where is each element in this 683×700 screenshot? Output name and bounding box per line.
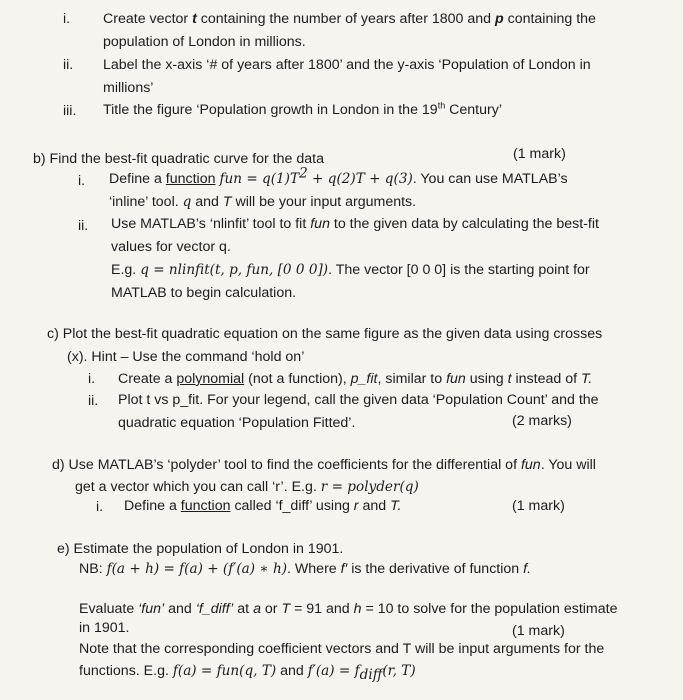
text-line: MATLAB to begin calculation. — [111, 285, 297, 301]
text-line: quadratic equation ‘Population Fitted’. — [118, 415, 356, 431]
item-number: i. — [88, 371, 96, 387]
section-heading: e) Estimate the population of London in 1901. — [57, 541, 344, 557]
text-line: NB: f(a + h) = f(a) + (f′(a) ∗ h). Where f′ is the derivative of function f. — [79, 561, 532, 577]
marks-label: (2 marks) — [512, 413, 572, 429]
text-line: millions’ — [103, 80, 154, 96]
text-line: values for vector q. — [111, 239, 231, 255]
item-number: ii. — [78, 218, 89, 234]
text-line: Create vector t containing the number of years after 1800 and p containing the — [103, 11, 596, 27]
section-heading: c) Plot the best-fit quadratic equation on the same figure as the given data using crosses — [47, 326, 603, 342]
marks-label: (1 mark) — [512, 498, 565, 514]
text-line: Create a polynomial (not a function), p_fit, similar to fun using t instead of T. — [118, 371, 593, 387]
item-number: i. — [63, 11, 71, 27]
text-line: (x). Hint – Use the command ‘hold on’ — [67, 349, 305, 365]
text-line: Note that the corresponding coefficient vectors and T will be input arguments for the — [79, 641, 605, 657]
item-number: i. — [96, 499, 104, 515]
text-line: Evaluate ‘fun’ and ‘f_diff’ at a or T = 91 and h = 10 to solve for the population estimate — [79, 601, 618, 617]
text-line: in 1901. — [79, 620, 130, 636]
text-line: Title the figure ‘Population growth in London in the 19th Century’ — [103, 100, 502, 118]
text-line: ‘inline’ tool. q and T will be your input arguments. — [109, 194, 417, 210]
text-line: Plot t vs p_fit. For your legend, call the given data ‘Population Count’ and the — [118, 392, 599, 408]
text-line: Define a function fun = $q(1)T^2 + q(2)T + q(3)$. You can use MATLAB’s — [109, 165, 568, 187]
text-line: Define a function called ‘f_diff’ using r and T. — [124, 498, 402, 514]
marks-label: (1 mark) — [513, 146, 566, 162]
item-number: i. — [78, 173, 86, 189]
marks-label: (1 mark) — [512, 623, 565, 639]
section-heading: d) Use MATLAB’s ‘polyder’ tool to find the coefficients for the differential of fun. You will — [52, 457, 596, 473]
section-heading: b) Find the best-fit quadratic curve for the data — [33, 151, 324, 167]
text-line: Use MATLAB’s ‘nlinfit’ tool to fit fun to the given data by calculating the best-fit — [111, 216, 599, 232]
item-number: ii. — [63, 57, 74, 73]
text-line: Label the x-axis ‘# of years after 1800’ and the y-axis ‘Population of London in — [103, 57, 591, 73]
text-line: get a vector which you can call ‘r’. E.g. r = polyder(q) — [75, 479, 419, 495]
text-line: functions. E.g. f(a) = fun(q, T) and $f'(a) = f_{diff}(r$, T) — [79, 663, 416, 683]
item-number: ii. — [88, 393, 99, 409]
text-line: population of London in millions. — [103, 34, 306, 50]
item-number: iii. — [63, 103, 77, 119]
text-line: E.g. q = nlinfit(t, p, fun, [0 0 0]). The vector [0 0 0] is the starting point for — [111, 262, 590, 278]
